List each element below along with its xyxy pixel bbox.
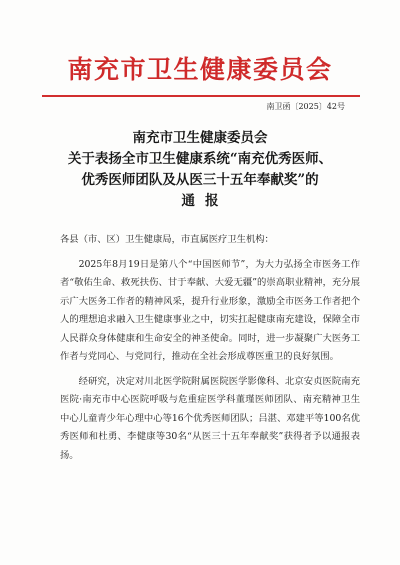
title-line-2: 关于表扬全市卫生健康系统“南充优秀医师、 — [67, 151, 333, 167]
document-number: 南卫函〔2025〕42号 — [266, 102, 345, 111]
paragraph-2: 经研究，决定对川北医学院附属医院医学影像科、北京安贞医院南充医院·南充市中心医院呼吸与危重症医学科董瑾医师团队、南充精神卫生中心儿童青少年心理中心等16个优秀医师团队；吕湛、邓建平等100名优秀医师和杜勇、李健康等30名“从医三十五年奉献奖”获得者予以通报表扬。 — [60, 375, 360, 461]
organization-header: 南充市卫生健康委员会 — [67, 55, 333, 84]
salutation: 各县（市、区）卫生健康局，市直属医疗卫生机构： — [60, 234, 274, 245]
document-body — [60, 231, 360, 471]
red-divider-line — [42, 95, 360, 97]
title-line-notice: 通报 — [181, 193, 229, 209]
title-line-3: 优秀医师团队及从医三十五年奉献奖”的 — [81, 172, 319, 188]
paragraph-1: 2025年8月19日是第八个“中国医师节”，为大力弘扬全市医务工作者“敬佑生命、救死扶伤、甘于奉献、大爱无疆”的崇高职业精神，充分展示广大医务工作者的精神风采，提升行业形象，激励全市医务工作者把个人的理想追求融入卫生健康事业之中，切实扛起健康南充建设，保障全市人民群众身体健康和生命安全的神圣使命。同时，进一步凝聚广大医务工作者与党同心、与党同行，推动在全社会形成尊医重卫的良好氛围。 — [60, 258, 360, 362]
title-line-1: 南充市卫生健康委员会 — [132, 130, 268, 146]
document-title — [0, 128, 400, 212]
